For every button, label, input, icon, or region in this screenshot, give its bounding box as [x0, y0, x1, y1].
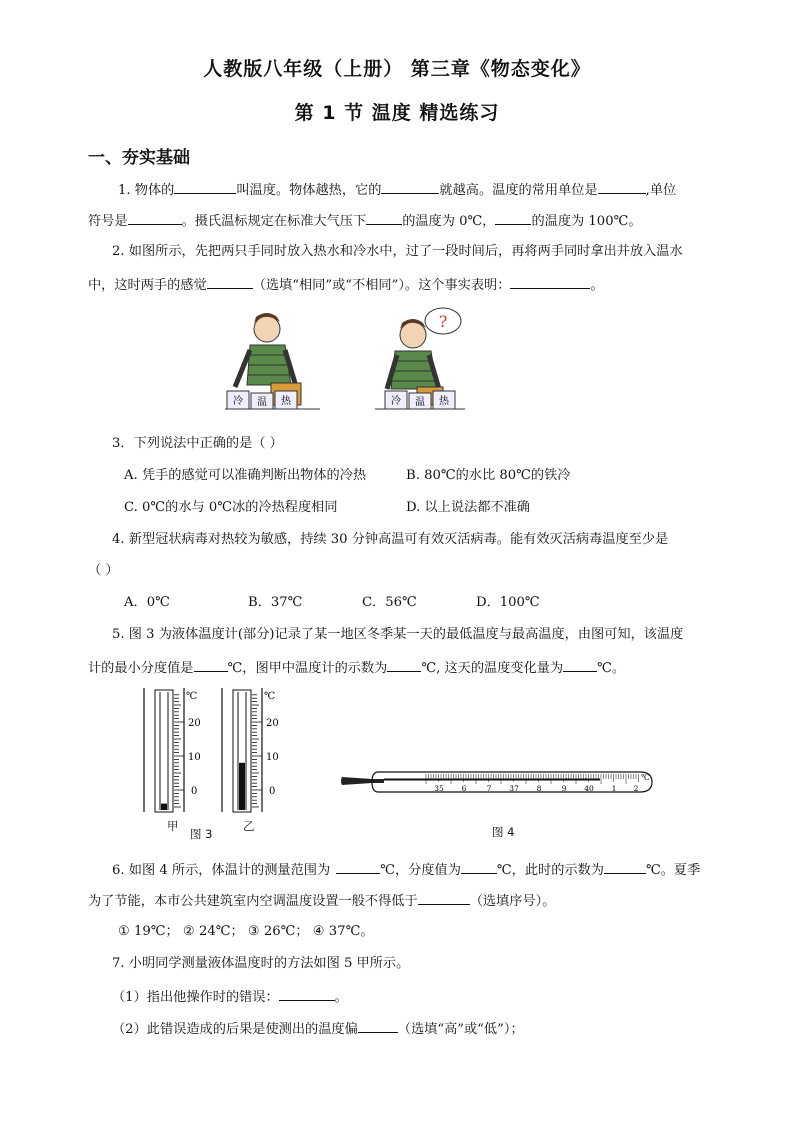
answer-blank[interactable]	[336, 860, 380, 874]
q4-option-d: D．100℃	[476, 595, 540, 610]
answer-blank[interactable]	[381, 180, 439, 194]
answer-blank[interactable]	[174, 180, 236, 194]
figure-3-caption: 图 3	[190, 827, 213, 841]
q2-hands-figure	[225, 305, 525, 411]
q4-stem: 4. 新型冠状病毒对热较为敏感，持续 30 分钟高温可有效灭活病毒。能有效灭活病毒温度至少是	[112, 532, 669, 547]
liquid-column	[239, 763, 245, 810]
q1-line-1: 1. 物体的 叫温度。物体越热，它的 就越高。温度的常用单位是 ,单位	[118, 180, 676, 200]
q5-line-2: 计的最小分度值是 ℃，图甲中温度计的示数为 ℃, 这天的温度变化量为 ℃。	[88, 658, 625, 678]
answer-blank[interactable]	[495, 211, 531, 225]
label-yi: 乙	[243, 819, 255, 833]
answer-blank[interactable]	[510, 275, 590, 289]
figure-4-clinical-thermometer	[338, 764, 656, 806]
unit-label: ℃	[641, 773, 650, 782]
tick-label: 6	[461, 784, 467, 793]
answer-blank[interactable]	[279, 987, 335, 1001]
q3-option-d: D. 以上说法都不准确	[406, 500, 530, 515]
tick-label: 7	[486, 784, 492, 793]
answer-blank[interactable]	[418, 891, 470, 905]
page-subtitle: 第 1 节 温度 精选练习	[294, 102, 500, 124]
tick-label: 35	[434, 784, 444, 793]
q7-part-1: （1）指出他操作时的错误： 。	[112, 987, 348, 1007]
answer-blank[interactable]	[207, 275, 253, 289]
unit-label: ℃	[186, 691, 198, 702]
answer-blank[interactable]	[194, 658, 228, 672]
q3-stem: 3．下列说法中正确的是（ ）	[112, 436, 283, 451]
tick-label: 20	[266, 718, 279, 729]
answer-blank[interactable]	[387, 658, 421, 672]
basin-label: 热	[281, 396, 291, 407]
section-heading: 一、夯实基础	[88, 148, 190, 168]
q4-paren: （ ）	[88, 563, 119, 578]
tick-label: 10	[266, 752, 279, 763]
basins-left	[225, 391, 320, 409]
tick-label: 20	[188, 718, 201, 729]
basins-right	[375, 391, 465, 409]
q4-option-c: C．56℃	[362, 595, 417, 610]
q6-line-1: 6. 如图 4 所示，体温计的测量范围为 ℃，分度值为 ℃，此时的示数为 ℃。夏季	[112, 860, 700, 880]
answer-blank[interactable]	[461, 860, 497, 874]
basin-label: 冷	[233, 396, 243, 407]
basin-label: 温	[257, 397, 267, 408]
answer-blank[interactable]	[598, 180, 646, 194]
answer-blank[interactable]	[358, 1019, 398, 1033]
person-figure-right	[387, 308, 461, 405]
tick-label: 0	[191, 786, 198, 797]
tick-label: 1	[611, 784, 617, 793]
q7-part-2: （2）此错误造成的后果是使测出的温度偏 （选填“高”或“低”）；	[112, 1019, 524, 1039]
q2-line-2: 中，这时两手的感觉 （选填“相同”或“不相同”）。这个事实表明： 。	[88, 275, 604, 295]
tick-label: 0	[269, 786, 276, 797]
q6-line-2: 为了节能，本市公共建筑室内空调温度设置一般不得低于 （选填序号）。	[88, 891, 555, 911]
q7-stem: 7. 小明同学测量液体温度时的方法如图 5 甲所示。	[112, 956, 410, 971]
q3-option-a: A. 凭手的感觉可以准确判断出物体的冷热	[124, 468, 367, 483]
q1-line-2: 符号是 。摄氏温标规定在标准大气压下 的温度为 0℃， 的温度为 100℃。	[88, 211, 642, 231]
q4-option-a: A．0℃	[124, 595, 170, 610]
q4-option-b: B．37℃	[248, 595, 303, 610]
basin-label: 冷	[391, 396, 401, 407]
tick-label: 2	[633, 784, 639, 793]
unit-label: ℃	[264, 691, 276, 702]
q6-options: ① 19℃； ② 24℃； ③ 26℃； ④ 37℃。	[118, 924, 374, 939]
label-jia: 甲	[167, 819, 179, 833]
liquid-column	[161, 804, 167, 810]
thermometer-yi	[222, 688, 279, 812]
tick-label: 10	[188, 752, 201, 763]
question-mark-icon: ?	[438, 312, 448, 331]
page-title: 人教版八年级（上册） 第三章《物态变化》	[203, 58, 591, 80]
answer-blank[interactable]	[604, 860, 646, 874]
tick-label: 8	[536, 784, 542, 793]
basin-label: 热	[439, 396, 449, 407]
figure-3-thermometers	[138, 686, 288, 838]
tick-label: 40	[584, 784, 594, 793]
tick-label: 9	[561, 784, 567, 793]
answer-blank[interactable]	[563, 658, 597, 672]
tick-label: 37	[509, 784, 519, 793]
q3-option-c: C. 0℃的水与 0℃冰的冷热程度相同	[124, 500, 338, 515]
q3-option-b: B. 80℃的水比 80℃的铁冷	[406, 468, 571, 483]
q5-line-1: 5. 图 3 为液体温度计(部分)记录了某一地区冬季某一天的最低温度与最高温度，由图可知，该温度	[112, 627, 684, 642]
answer-blank[interactable]	[128, 211, 182, 225]
answer-blank[interactable]	[366, 211, 402, 225]
basin-label: 温	[415, 397, 425, 408]
thermometer-jia	[144, 688, 201, 812]
q2-line-1: 2. 如图所示，先把两只手同时放入热水和冷水中，过了一段时间后，再将两手同时拿出并放入温水	[112, 244, 683, 259]
figure-4-caption: 图 4	[492, 825, 515, 839]
